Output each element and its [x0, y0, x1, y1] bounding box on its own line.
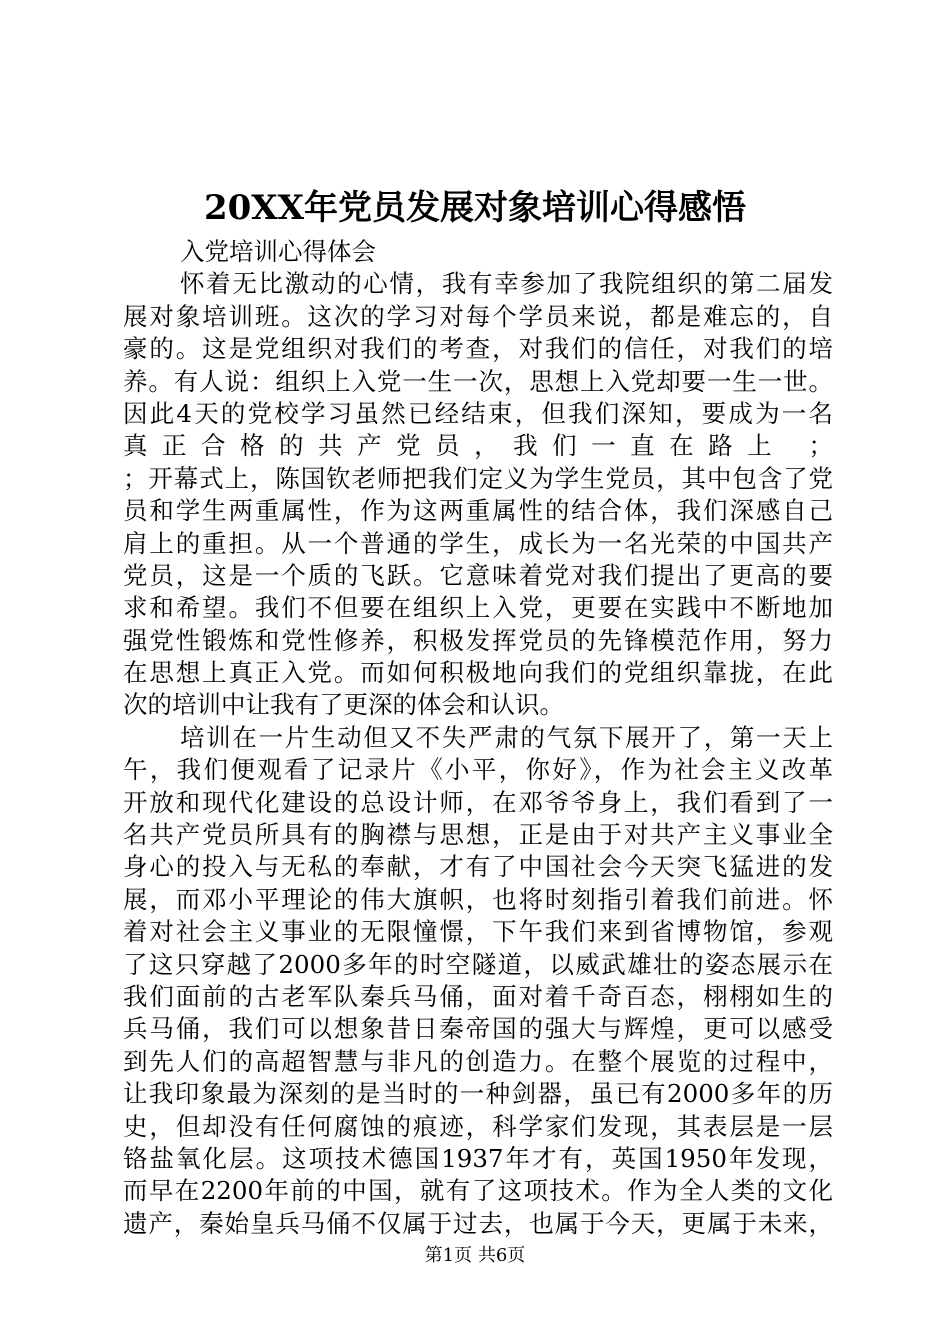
text-line: 我们面前的古老军队秦兵马俑，面对着千奇百态，栩栩如生的 — [123, 981, 833, 1011]
text-line: 身心的投入与无私的奉献，才有了中国社会今天突飞猛进的发 — [123, 852, 833, 882]
text-line: 因此4天的党校学习虽然已经结束，但我们深知，要成为一名 — [123, 398, 833, 428]
text-line: 兵马俑，我们可以想象昔日秦帝国的强大与辉煌，更可以感受 — [123, 1014, 833, 1044]
text-line: 肩上的重担。从一个普通的学生，成长为一名光荣的中国共产 — [123, 528, 833, 558]
page-footer: 第1页 共6页 — [424, 1245, 526, 1266]
text-line: 遗产，秦始皇兵马俑不仅属于过去，也属于今天，更属于未来， — [123, 1208, 833, 1238]
text-line: 铬盐氧化层。这项技术德国1937年才有，英国1950年发现， — [123, 1143, 833, 1173]
text-line: 展对象培训班。这次的学习对每个学员来说，都是难忘的，自 — [123, 301, 833, 331]
text-line: 求和希望。我们不但要在组织上入党，更要在实践中不断地加 — [123, 593, 833, 623]
text-line: ；开幕式上，陈国钦老师把我们定义为学生党员，其中包含了党 — [123, 463, 833, 493]
text-line: 养。有人说：组织上入党一生一次，思想上入党却要一生一世。 — [123, 366, 833, 396]
text-line: 培训在一片生动但又不失严肃的气氛下展开了，第一天上 — [180, 722, 833, 752]
text-line: 史，但却没有任何腐蚀的痕迹，科学家们发现，其表层是一层 — [123, 1111, 833, 1141]
text-line: 真正合格的共产党员，我们一直在路上 ； — [123, 431, 833, 461]
text-line: 了这只穿越了2000多年的时空隧道，以威武雄壮的姿态展示在 — [123, 949, 833, 979]
text-line: 豪的。这是党组织对我们的考查，对我们的信任，对我们的培 — [123, 334, 833, 364]
text-line: 党员，这是一个质的飞跃。它意味着党对我们提出了更高的要 — [123, 560, 833, 590]
text-line: 名共产党员所具有的胸襟与思想，正是由于对共产主义事业全 — [123, 820, 833, 850]
text-line: 怀着无比激动的心情，我有幸参加了我院组织的第二届发 — [180, 269, 833, 299]
text-line: 在思想上真正入党。而如何积极地向我们的党组织靠拢，在此 — [123, 658, 833, 688]
text-line: 着对社会主义事业的无限憧憬，下午我们来到省博物馆，参观 — [123, 917, 833, 947]
text-line: 入党培训心得体会 — [180, 237, 376, 266]
text-line: 强党性锻炼和党性修养，积极发挥党员的先锋模范作用，努力 — [123, 625, 833, 655]
text-line: 让我印象最为深刻的是当时的一种剑器，虽已有2000多年的历 — [123, 1079, 833, 1109]
text-line: 员和学生两重属性，作为这两重属性的结合体，我们深感自己 — [123, 496, 833, 526]
text-line: 次的培训中让我有了更深的体会和认识。 — [123, 690, 564, 720]
text-line: 展，而邓小平理论的伟大旗帜，也将时刻指引着我们前进。怀 — [123, 884, 833, 914]
text-line: 而早在2200年前的中国，就有了这项技术。作为全人类的文化 — [123, 1176, 833, 1206]
page-title: 20XX年党员发展对象培训心得感悟 — [203, 188, 747, 228]
text-line: 午，我们便观看了记录片《小平，你好》，作为社会主义改革 — [123, 755, 833, 785]
text-line: 开放和现代化建设的总设计师，在邓爷爷身上，我们看到了一 — [123, 787, 833, 817]
text-line: 到先人们的高超智慧与非凡的创造力。在整个展览的过程中， — [123, 1046, 833, 1076]
document-body — [123, 236, 833, 1240]
